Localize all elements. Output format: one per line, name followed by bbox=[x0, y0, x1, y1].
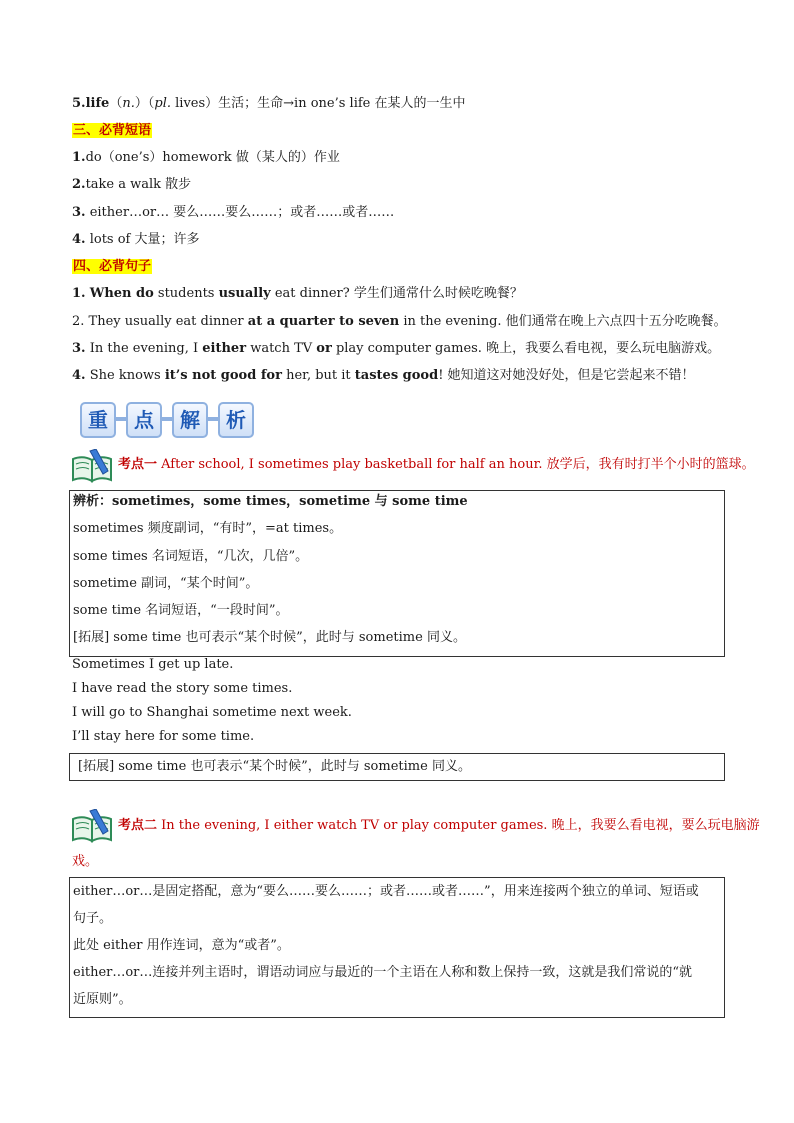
example-sentence: Sometimes I get up late. bbox=[72, 657, 234, 672]
box-line: [拓展] some time 也可表示“某个时候”，此时与 sometime 同义。 bbox=[73, 630, 466, 645]
phrase-item: 4. lots of 大量；许多 bbox=[72, 232, 200, 247]
box-line: sometime 副词，“某个时间”。 bbox=[73, 576, 259, 591]
key-point-sentence: In the evening, I either watch TV or play computer games. 晚上，我要么看电视，要么玩电脑游 bbox=[157, 818, 760, 833]
box-line: either…or…连接并列主语时，谓语动词应与最近的一个主语在人称和数上保持一致，这就是我们常说的“就 bbox=[73, 965, 693, 980]
box-line: 近原则”。 bbox=[73, 992, 132, 1007]
book-pen-icon bbox=[70, 809, 116, 843]
box-heading: 辨析：sometimes，some times，sometime 与 some time bbox=[73, 494, 468, 509]
key-point-label: 考点一 bbox=[118, 457, 158, 472]
example-sentence: I have read the story some times. bbox=[72, 681, 293, 696]
section-title: 四、必背句子 bbox=[73, 259, 152, 274]
box-line: some times 名词短语，“几次，几倍”。 bbox=[73, 549, 309, 564]
key-analysis-banner bbox=[80, 398, 260, 442]
key-point-2 bbox=[118, 817, 760, 835]
key-point-label: 考点二 bbox=[118, 818, 158, 833]
vocab-definition: lives）生活；生命→in one’s life 在某人的一生中 bbox=[171, 96, 466, 111]
box-line: sometimes 频度副词，“有时”，=at times。 bbox=[73, 521, 343, 536]
example-sentence: I will go to Shanghai sometime next week. bbox=[72, 705, 352, 720]
vocab-number: 5.life bbox=[72, 96, 110, 111]
book-pen-icon bbox=[70, 449, 116, 483]
banner-tile: 点 bbox=[126, 402, 162, 438]
extension-note: [拓展] some time 也可表示“某个时候”，此时与 sometime 同义。 bbox=[78, 759, 471, 774]
phrase-item: 1.do（one’s）homework 做（某人的）作业 bbox=[72, 150, 340, 165]
sentence-1: 1. When do students usually eat dinner? 学生们通常什么时候吃晚餐？ bbox=[72, 286, 523, 301]
banner-tile: 析 bbox=[218, 402, 254, 438]
sentence-3: 3. In the evening, I either watch TV or play computer games. 晚上，我要么看电视，要么玩电脑游戏。 bbox=[72, 341, 721, 356]
banner-tile: 解 bbox=[172, 402, 208, 438]
comparison-box bbox=[69, 490, 725, 657]
section-3-heading bbox=[72, 122, 152, 140]
part-of-speech: n. bbox=[122, 96, 135, 111]
banner-tile: 重 bbox=[80, 402, 116, 438]
box-line: 句子。 bbox=[73, 911, 113, 926]
extension-box bbox=[69, 753, 725, 781]
key-point-1 bbox=[118, 456, 755, 474]
phrase-item: 3. either…or… 要么……要么……；或者……或者…… bbox=[72, 205, 395, 220]
box-line: either…or…是固定搭配，意为“要么……要么……；或者……或者……”，用来连接两个独立的单词、短语或 bbox=[73, 884, 699, 899]
box-line: 此处 either 用作连词，意为“或者”。 bbox=[73, 938, 290, 953]
phrase-item: 2.take a walk 散步 bbox=[72, 177, 192, 192]
vocab-item-5: 5.life（n.）（pl. lives）生活；生命→in one’s life 在某人的一生中 bbox=[72, 96, 466, 111]
key-point-2-continued: 戏。 bbox=[72, 854, 99, 869]
plural-label: pl. bbox=[154, 96, 171, 111]
sentence-2: 2. They usually eat dinner at a quarter to seven in the evening. 他们通常在晚上六点四十五分吃晚餐。 bbox=[72, 314, 727, 329]
key-point-sentence: After school, I sometimes play basketball for half an hour. 放学后，我有时打半个小时的篮球。 bbox=[157, 457, 755, 472]
example-sentence: I’ll stay here for some time. bbox=[72, 729, 255, 744]
section-title: 三、必背短语 bbox=[73, 123, 152, 138]
sentence-4: 4. She knows it’s not good for her, but it tastes good! 她知道这对她没好处，但是它尝起来不错！ bbox=[72, 368, 695, 383]
section-4-heading bbox=[72, 258, 152, 276]
either-or-box bbox=[69, 877, 725, 1018]
box-line: some time 名词短语，“一段时间”。 bbox=[73, 603, 289, 618]
